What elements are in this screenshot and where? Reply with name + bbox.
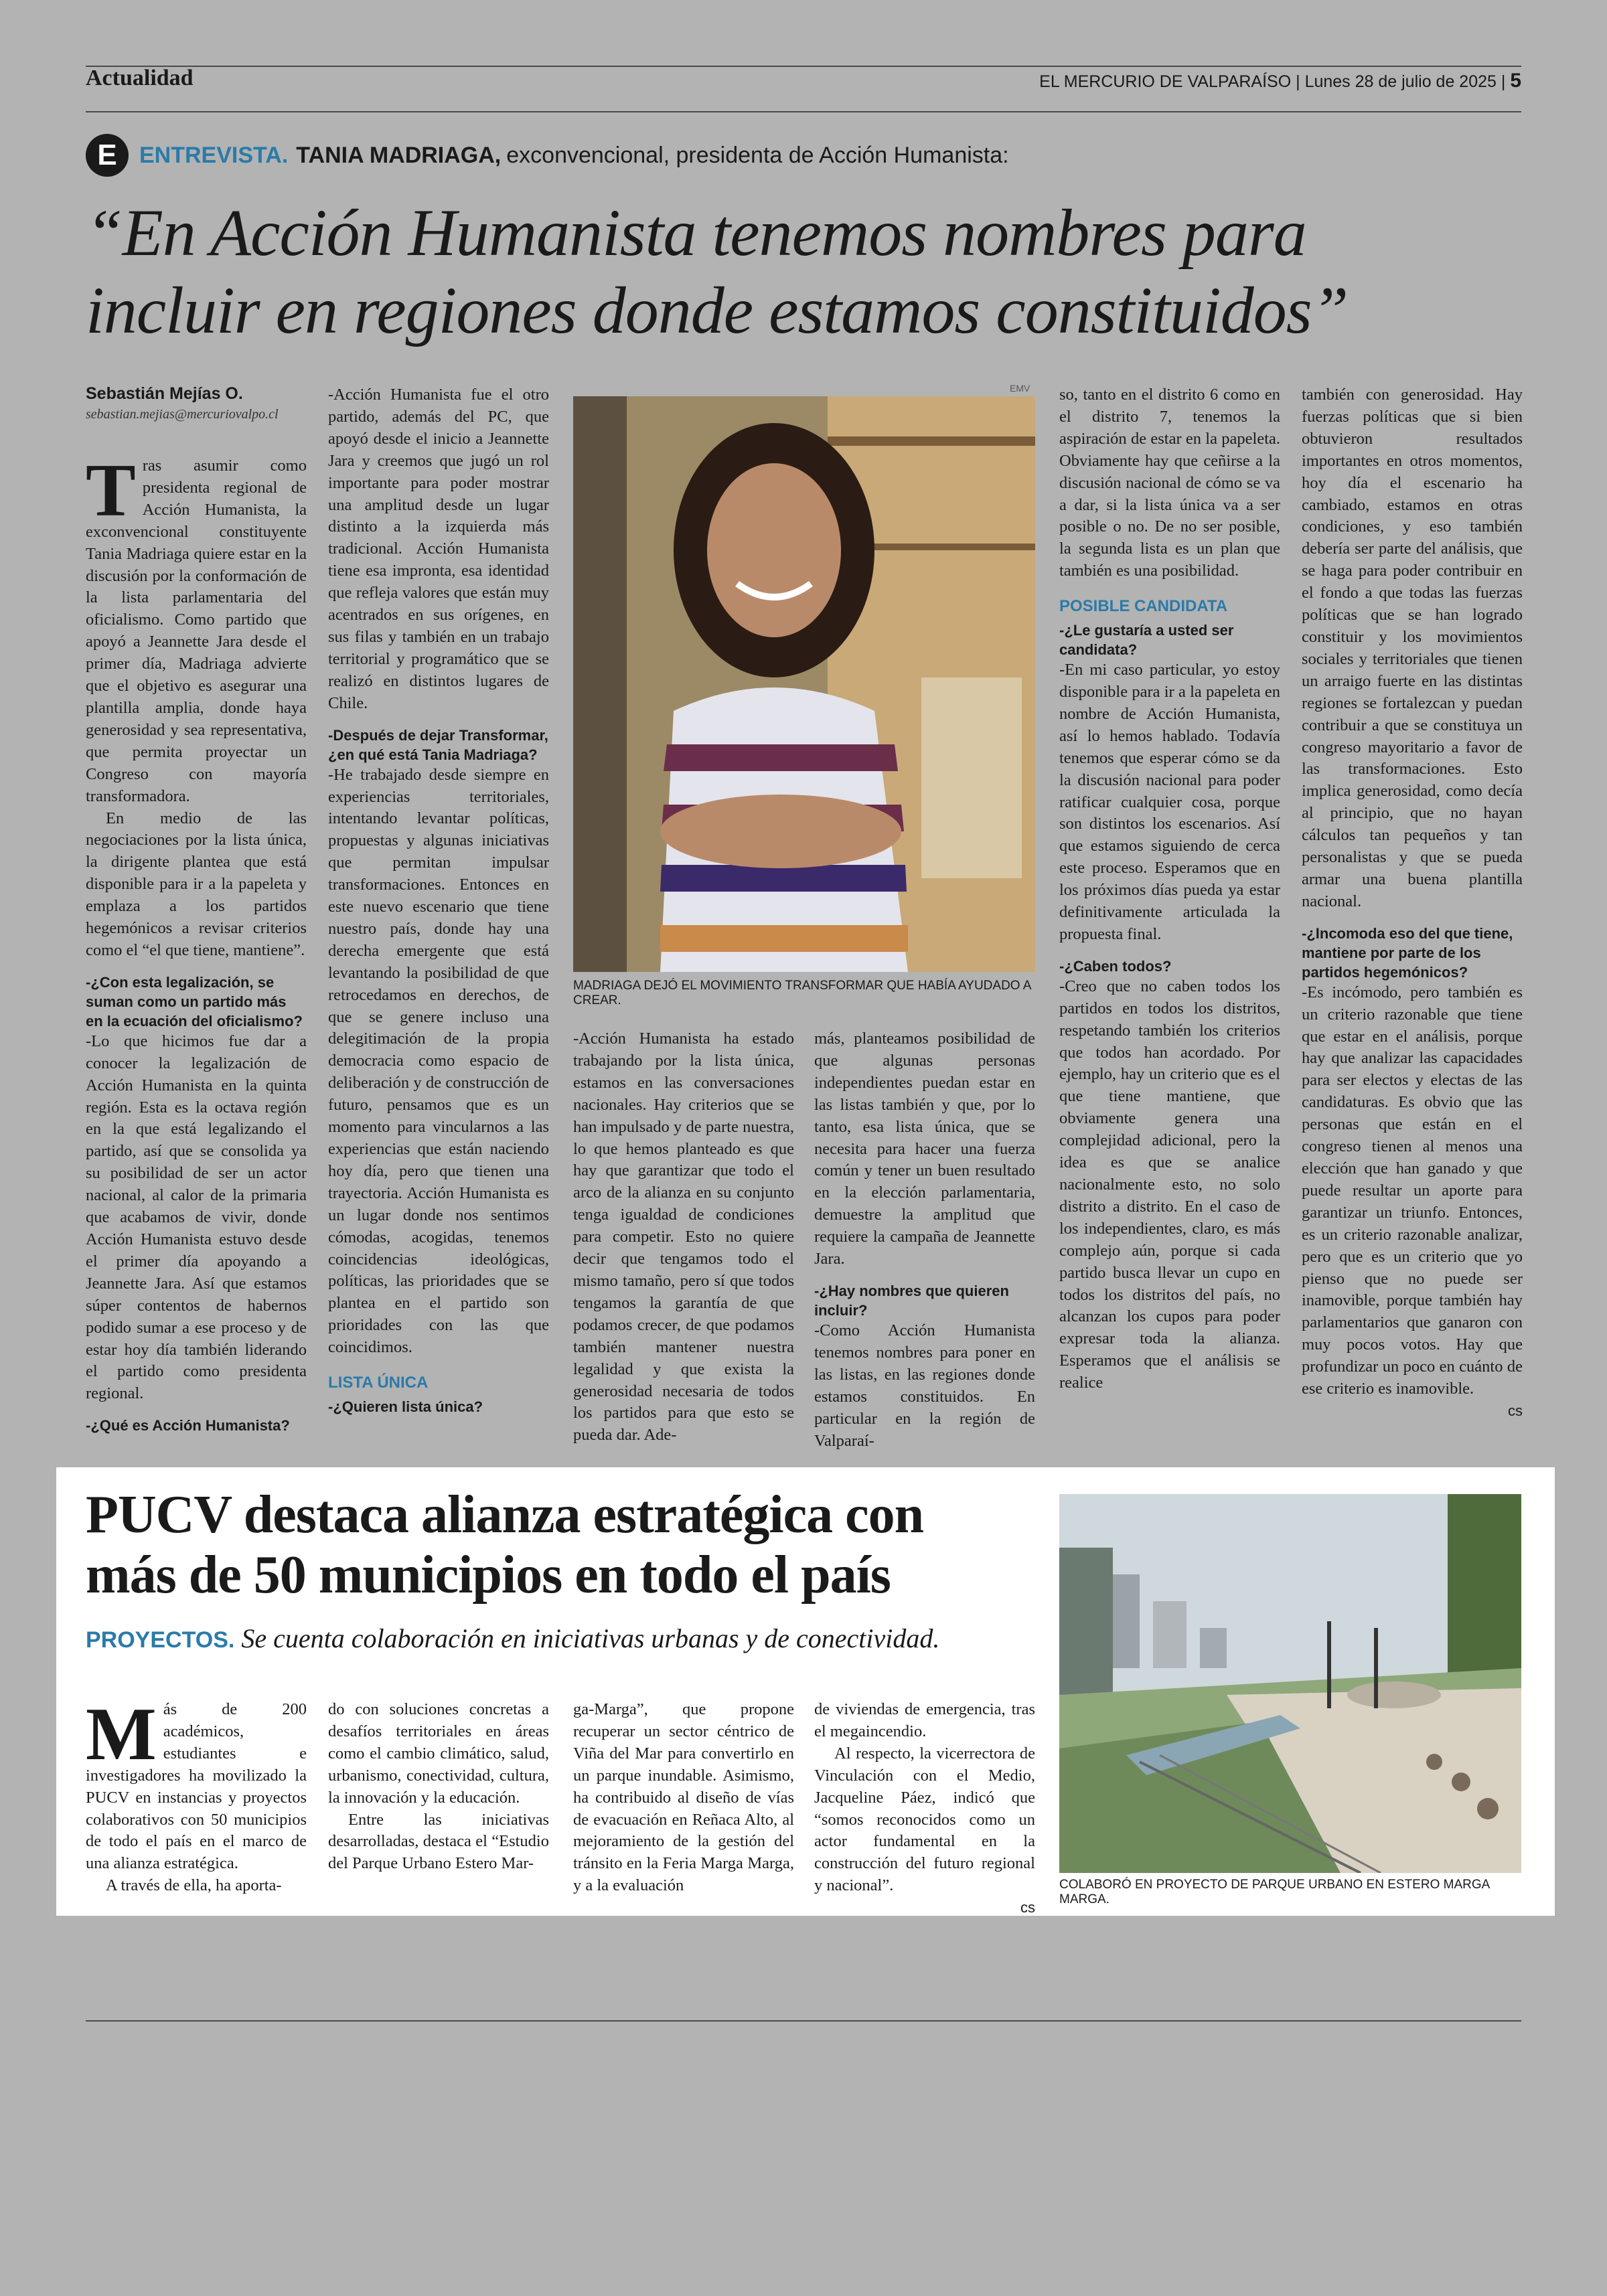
subhead: LISTA ÚNICA (328, 1374, 429, 1392)
pucv-column-2 (328, 1699, 549, 1875)
end-mark: cs (1508, 1402, 1523, 1419)
answer-continued: so, tanto en el distrito 6 como en el distrito 7, tenemos la aspiración de estar en la papeleta. Obviamente hay que ceñirse a la discusión nacional de cómo se va a dar, si la lista única va a ser posible o no. De no ser posible, la segunda lista es un plan que también es una posibilidad. (1059, 386, 1280, 580)
question: -¿Con esta legalización, se suman como un partido más en la ecuación del oficialismo? (86, 973, 303, 1030)
answer: -Como Acción Humanista tenemos nombres para poner en las listas, en las regiones donde estamos constituidos. En particular en la región de Valparaí- (814, 1321, 1035, 1450)
question: -¿Hay nombres que quieren incluir? (814, 1282, 1009, 1319)
page-number: 5 (1510, 70, 1521, 92)
answer-continued: más, planteamos posibilidad de que algunas personas independientes puedan estar en las listas también y que, por lo tanto, esa lista única, que se necesita para hacer una fuerza común y tener un buen resultado en la elección parlamentaria, demuestre la amplitud que requiere la campaña de Jeannette Jara. (814, 1030, 1035, 1268)
answer: -Es incómodo, pero también es un criterio razonable que tiene que estar en el análisis, porque hay que analizar las capacidades para ser electos y electas de las candidaturas. Es obvio que las personas que están en el congreso tienen al menos una elección que han ganado y que puede resultar un aporte para garantizar un triunfo. Entonces, es un criterio razonable analizar, pero que es un criterio que yo pienso que no puede ser inamovible, porque también hay parlamentarios que ganaron con muy pocos votos. Hay que profundizar un poco en cuánto de ese criterio es inamovible. (1302, 983, 1523, 1398)
question: -¿Le gustaría a usted ser candidata? (1059, 622, 1234, 659)
end-mark: cs (1020, 1899, 1035, 1916)
pucv-column-3 (573, 1699, 794, 1897)
deck-text: Se cuenta colaboración en iniciativas urbanas y de conectividad. (241, 1623, 940, 1653)
interview-column-2 (328, 384, 549, 1416)
subhead: POSIBLE CANDIDATA (1059, 597, 1228, 616)
interview-headline (86, 194, 1521, 349)
interview-column-3 (573, 1028, 794, 1447)
section-name: Actualidad (86, 66, 194, 90)
pucv-column-4 (814, 1699, 1035, 1919)
intro-paragraph: ras asumir como presidenta regional de Acción Humanista, la exconvencional constituyente Tania Madriaga quiere estar en la discusión por la conformación de la lista parlamentaria del oficialismo. Como partido que apoyó a Jeannette Jara desde el primer día, Madriaga advierte que el objetivo es asegurar una plantilla amplia, donde haya generosidad y sea representativa, que permita proyectar un Congreso con mayoría transformadora. (86, 457, 307, 805)
headline-line-1: “En Acción Humanista tenemos nombres para (86, 195, 1306, 270)
pucv-headline (86, 1485, 1023, 1605)
question: -¿Caben todos? (1059, 957, 1172, 975)
answer: -En mi caso particular, yo estoy disponible para ir a la papeleta en nombre de Acción Humanista, así lo hemos hablado. Todavía tenemos que esperar cómo se da la discusión nacional para poder ratificar cualquier cosa, porque son distintos los escenarios. Así que estamos siguiendo de cerca este proceso. Esperamos que en los próximos días pueda ya estar definitivamente articulada la propuesta final. (1059, 661, 1280, 943)
dropcap: T (86, 449, 136, 532)
interview-photo (573, 396, 1035, 972)
photo-credit: EMV (1010, 383, 1030, 394)
answer-continued: también con generosidad. Hay fuerzas políticas que si bien obtuvieron resultados importantes en otros momentos, hoy día el escenario ha cambiado, estamos en otras condiciones, y eso también debería ser parte del análisis, que se haga para poder contribuir en el fondo a que todas las fuerzas políticas que se han logrado constituir y los movimientos sociales y territoriales que tienen un arraigo fuerte en las distintas regiones se fortalezcan y puedan contribuir a que se constituya un congreso mayoritario a favor de las transformaciones. Esto implica generosidad, como decía al principio, que no hayan cálculos tan pequeños y tan personalistas y que se pueda armar una buena plantilla nacional. (1302, 386, 1523, 910)
bottom-rule (86, 2020, 1521, 2022)
pucv-paragraph: A través de ella, ha aporta- (106, 1876, 282, 1895)
pucv-paragraph: do con soluciones concretas a desafíos territoriales en áreas como el cambio climático, salud, urbanismo, conectividad, cultura, la innovación y la educación. (328, 1700, 549, 1807)
answer: -Lo que hicimos fue dar a conocer la legalización de Acción Humanista en la quinta región. Esta es la octava región en la que está legalizando el partido, así que se consolida ya su posibilidad de ser un actor nacional, al calor de la primaria que acabamos de vivir, donde Acción Humanista estuvo desde el primer día apoyando a Jeannette Jara. Así que estamos súper contentos de habernos podido sumar a ese proceso y de estar hoy día también liderando el partido como presidenta regional. (86, 1032, 307, 1403)
pucv-paragraph: ga-Marga”, que propone recuperar un sector céntrico de Viña del Mar para convertirlo en un parque inundable. Asimismo, ha contribuido al diseño de vías de evacuación en Reñaca Alto, al mejoramiento de la gestión del tránsito en la Feria Marga Marga, y a la evaluación (573, 1700, 794, 1895)
kicker-rest: exconvencional, presidenta de Acción Humanista: (506, 142, 1009, 168)
headline-line-2: incluir en regiones donde estamos constituidos” (86, 273, 1349, 347)
park-photo (1059, 1494, 1521, 1873)
top-rule (86, 66, 1521, 67)
pucv-paragraph: Entre las iniciativas desarrolladas, destaca el “Estudio del Parque Urbano Estero Mar- (328, 1810, 549, 1873)
answer: -Acción Humanista fue el otro partido, además del PC, que apoyó desde el inicio a Jeannette Jara y creemos que jugó un rol importante para poder mostrar una amplitud desde un lugar distinto a la izquierda más tradicional. Acción Humanista tiene esa impronta, esa identidad que refleja valores que están muy acentrados en sus orígenes, en sus filas y también en un trabajo territorial y programático que se realizó en distintos lugares de Chile. (328, 386, 549, 712)
kicker-label: ENTREVISTA. (139, 142, 289, 168)
folio: EL MERCURIO DE VALPARAÍSO | Lunes 28 de julio de 2025 | 5 (1039, 70, 1521, 92)
header-rule (86, 111, 1521, 112)
question: -¿Qué es Acción Humanista? (86, 1417, 290, 1434)
deck-label: PROYECTOS. (86, 1627, 235, 1653)
author-byline: Sebastián Mejías O. (86, 384, 243, 403)
answer: -Acción Humanista ha estado trabajando por la lista única, estamos en las conversaciones nacionales. Hay criterios que se han impulsado y de parte nuestra, lo que hemos planteado es que hay que garantizar que todo el arco de la alianza en su conjunto tenga igualdad de condiciones para competir. Esto no quiere decir que tengamos todo el mismo tamaño, pero sí que todos tengamos la garantía de que podamos crecer, de que podamos también mantener nuestra legalidad y que exista la generosidad necesaria de todos los partidos para que esto se pueda dar. Ade- (573, 1030, 794, 1445)
pucv-deck (86, 1623, 1077, 1654)
question: -¿Quieren lista única? (328, 1398, 483, 1415)
park-illustration (1059, 1494, 1521, 1873)
interview-column-5 (1059, 384, 1280, 1394)
answer: -Creo que no caben todos los partidos en todos los distritos, respetando también los criterios que todos han acordado. Por ejemplo, hay un criterio que es el que tiene mantiene, que obviamente genera una complejidad adicional, pero la idea es que se analice nacionalmente esto, no solo distrito a distrito. En el caso de los independientes, claro, es más complejo aún, porque si cada partido busca llevar un cupo en todos los distritos del país, no alcanzan los cupos para poder expresar toda la alianza. Esperamos que el análisis se realice (1059, 977, 1280, 1392)
issue-date: Lunes 28 de julio de 2025 (1304, 72, 1497, 91)
question: -Después de dejar Transformar, ¿en qué está Tania Madriaga? (328, 726, 548, 763)
interview-column-1 (86, 449, 307, 1435)
photo-caption: MADRIAGA DEJÓ EL MOVIMIENTO TRANSFORMAR QUE HABÍA AYUDADO A CREAR. (573, 979, 1031, 1007)
pucv-headline-line-2: más de 50 municipios en todo el país (86, 1546, 891, 1605)
intro-paragraph-2: En medio de las negociaciones por la lista única, la dirigente plantea que está disponible para ir a la papeleta y emplaza a los partidos hegemónicos a revisar criterios como el “el que tiene, mantiene”. (86, 809, 307, 959)
dropcap: M (86, 1693, 157, 1776)
interview-column-4 (814, 1028, 1035, 1452)
newspaper-name: EL MERCURIO DE VALPARAÍSO (1039, 72, 1292, 91)
park-photo-caption: COLABORÓ EN PROYECTO DE PARQUE URBANO EN ESTERO MARGA MARGA. (1059, 1878, 1490, 1906)
interview-badge: E (86, 134, 129, 177)
pucv-paragraph: Al respecto, la vicerrectora de Vinculación con el Medio, Jacqueline Páez, indicó que “somos reconocidos como un actor fundamental en la construcción del futuro regional y nacional”. (814, 1744, 1035, 1895)
author-email: sebastian.mejias@mercuriovalpo.cl (86, 407, 279, 422)
question: -¿Incomoda eso del que tiene, mantiene por parte de los partidos hegemónicos? (1302, 924, 1513, 981)
pucv-paragraph: de viviendas de emergencia, tras el megaincendio. (814, 1700, 1035, 1740)
answer: -He trabajado desde siempre en experiencias territoriales, intentando levantar políticas, propuestas y algunas iniciativas que permitan impulsar transformaciones. Entonces en este nuevo escenario que tiene nuestro país, donde hay una derecha emergente que está levantando la posibilidad de que retrocedamos en derechos, de que se genere incluso una delegitimación de la propia democracia como espacio de deliberación y de construcción de futuro, pensamos que es un momento para vincularnos a las experiencias que están naciendo hoy día, pero que tienen una trayectoria. Acción Humanista es un lugar donde nos sentimos cómodas, acogidas, tenemos coincidencias ideológicas, políticas, las prioridades que se plantea en el partido son prioridades con las que coincidimos. (328, 765, 549, 1357)
pucv-column-1 (86, 1693, 307, 1897)
interview-kicker (86, 134, 1009, 177)
kicker-name: TANIA MADRIAGA, (296, 142, 502, 168)
interview-column-6 (1302, 384, 1523, 1422)
pucv-headline-line-1: PUCV destaca alianza estratégica con (86, 1485, 924, 1544)
portrait-illustration (573, 396, 1035, 972)
pucv-paragraph: ás de 200 académicos, estudiantes e investigadores ha movilizado la PUCV en instancias y proyectos colaborativos con 50 municipios de todo el país en el marco de una alianza estratégica. (86, 1700, 307, 1873)
